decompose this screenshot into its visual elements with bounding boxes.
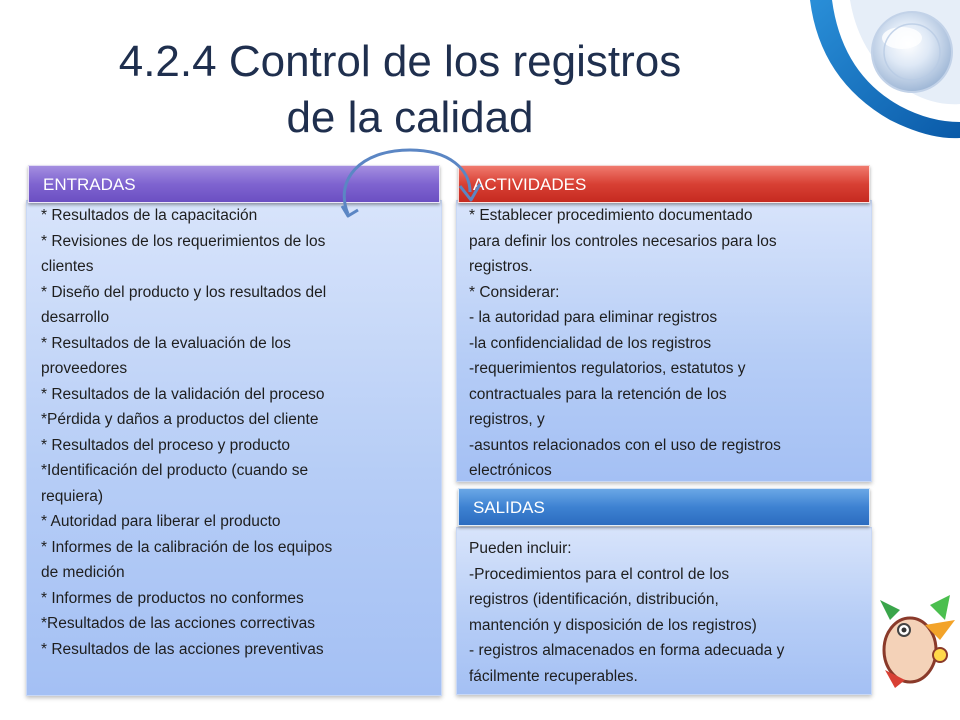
actividades-line: - la autoridad para eliminar registros [469, 309, 718, 326]
entradas-header: ENTRADAS [28, 165, 440, 203]
slide-title-line-2: de la calidad [286, 93, 534, 142]
curved-arrow-icon [320, 140, 490, 220]
salidas-panel [456, 527, 872, 695]
slide-title [60, 34, 740, 146]
entradas-line: *Identificación del producto (cuando se [41, 462, 309, 479]
salidas-line: registros (identificación, distribución, [469, 591, 719, 608]
entradas-line: * Resultados de la validación del proceso [41, 385, 325, 403]
entradas-line: clientes [41, 258, 94, 275]
salidas-line: -Procedimientos para el control de los [469, 565, 730, 583]
salidas-line: fácilmente recuperables. [469, 667, 638, 685]
entradas-line: *Pérdida y daños a productos del cliente [41, 411, 319, 428]
actividades-line: * Establecer procedimiento documentado [469, 207, 753, 224]
entradas-line: * Resultados del proceso y producto [41, 436, 291, 454]
slide-title-line-1: 4.2.4 Control de los registros [118, 37, 682, 86]
salidas-line: Pueden incluir: [469, 540, 572, 557]
entradas-line: * Resultados de la evaluación de los [41, 334, 291, 352]
actividades-panel [456, 200, 872, 482]
cartoon-figure-icon [870, 580, 960, 690]
entradas-panel [26, 200, 442, 696]
actividades-line: registros. [469, 258, 533, 275]
entradas-line: * Informes de productos no conformes [41, 589, 304, 607]
salidas-header: SALIDAS [458, 488, 870, 526]
actividades-line: -asuntos relacionados con el uso de registros [469, 436, 781, 454]
actividades-line: electrónicos [469, 462, 552, 479]
entradas-line: * Autoridad para liberar el producto [41, 513, 281, 530]
actividades-line: registros, y [469, 411, 545, 428]
entradas-line: proveedores [41, 360, 128, 377]
entradas-line: * Resultados de las acciones preventivas [41, 640, 324, 658]
entradas-line: * Informes de la calibración de los equipos [41, 538, 333, 556]
actividades-line: -la confidencialidad de los registros [469, 334, 712, 352]
actividades-line: contractuales para la retención de los [469, 385, 727, 403]
salidas-line: - registros almacenados en forma adecuada y [469, 642, 785, 659]
corner-orb-icon [780, 0, 960, 150]
entradas-line: *Resultados de las acciones correctivas [41, 615, 315, 632]
entradas-line: * Resultados de la capacitación [41, 207, 258, 224]
entradas-line: requiera) [41, 487, 104, 505]
entradas-line: desarrollo [41, 309, 110, 326]
entradas-line: * Diseño del producto y los resultados del [41, 283, 327, 301]
entradas-line: * Revisiones de los requerimientos de los [41, 232, 326, 250]
actividades-header: ACTIVIDADES [458, 165, 870, 203]
salidas-line: mantención y disposición de los registros) [469, 616, 757, 634]
actividades-line: -requerimientos regulatorios, estatutos y [469, 360, 746, 377]
actividades-line: * Considerar: [469, 283, 560, 301]
entradas-line: de medición [41, 564, 125, 581]
actividades-line: para definir los controles necesarios para los [469, 232, 777, 250]
